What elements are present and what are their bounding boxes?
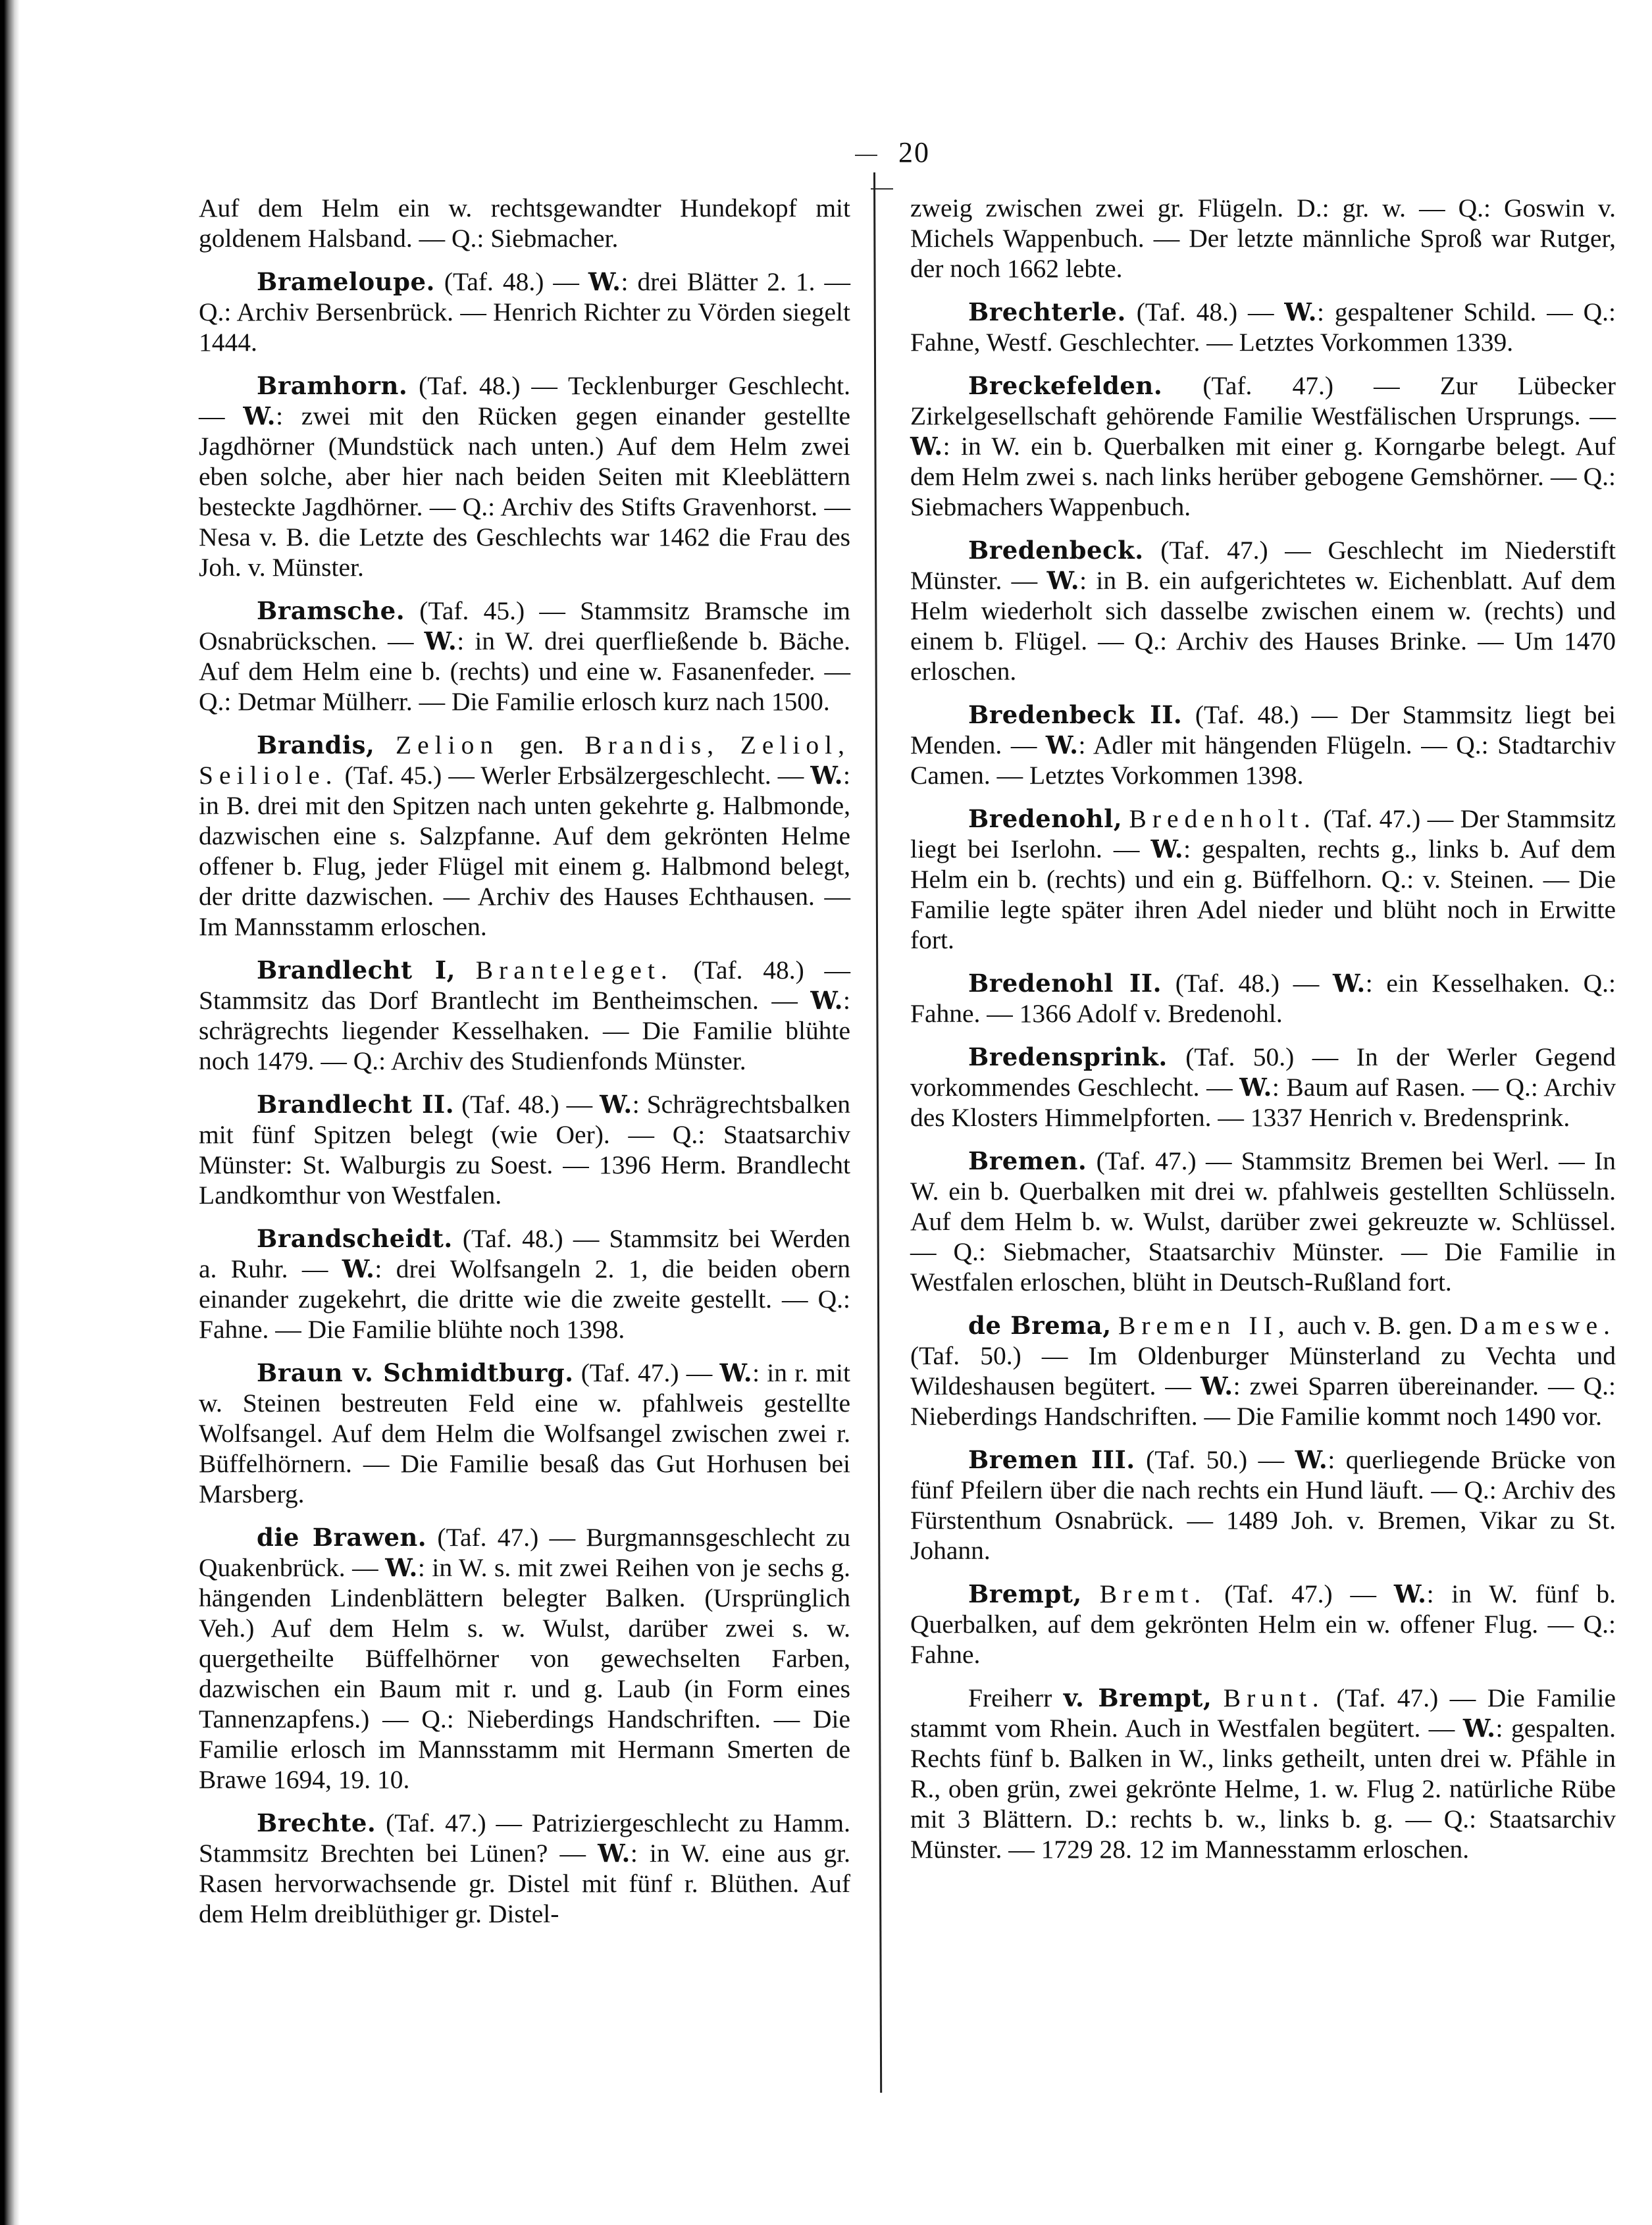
entry-text: (Taf. 47.) — Burgmannsgeschlecht zu Quakenbrück. —	[199, 1523, 850, 1582]
entry-text: : schrägrechts liegender Kesselhaken. — Die Familie blühte noch 1479. — Q.: Archiv des Studienfonds Münster.	[199, 986, 850, 1075]
entry-text: (Taf. 47.) — Patriziergeschlecht zu Hamm. Stammsitz Brechten bei Lünen? —	[199, 1808, 850, 1868]
entry-text: : in B. ein aufgerichtetes w. Eichenblatt. Auf dem Helm wiederholt sich dasselbe zwischen einem w. (rechts) und einem b. Flügel. — Q.: Archiv des Hauses Brinke. — Um 1470 erloschen.	[910, 566, 1616, 686]
entry-text	[1082, 1579, 1100, 1608]
dictionary-entry	[910, 1146, 1616, 1297]
spaced-name-variant: Seiliole.	[199, 761, 338, 790]
entry-text	[1212, 1683, 1224, 1712]
bold-term: Breckefelden.	[968, 371, 1163, 400]
entry-text	[1122, 804, 1129, 833]
entry-text: (Taf. 47.) —	[573, 1358, 720, 1387]
entry-text: : zwei mit den Rücken gegen einander gestellte Jagdhörner (Mundstück nach unten.) Auf dem Helm zwei eben solche, aber hier nach beiden Seiten mit Kleeblättern besteckte Jagdhörner. — Q.: Archiv des Stifts Gravenhorst. — Nesa v. B. die Letzte des Geschlechts war 1462 die Frau des Joh. v. Münster.	[199, 401, 851, 582]
entry-text: : Adler mit hängenden Flügeln. — Q.: Stadtarchiv Camen. — Letztes Vorkommen 1398.	[910, 730, 1616, 790]
bold-term: W.	[342, 1254, 375, 1283]
entry-text: (Taf. 47.) — Stammsitz Bremen bei Werl. — In W. ein b. Querbalken mit drei w. pfahlweis gestellten Schlüsseln. Auf dem Helm b. w. Wulst, darüber zwei gekreuzte w. Schlüssel. — Q.: Siebmacher, Staatsarchiv Münster. — Die Familie in Westfalen erloschen, blüht in Deutsch-Rußland fort.	[910, 1146, 1616, 1296]
spaced-name-variant: Branteleget.	[475, 956, 673, 985]
entry-text: (Taf. 47.) —	[1206, 1579, 1394, 1608]
entry-text	[719, 730, 740, 759]
column-divider	[873, 172, 882, 2093]
entry-text: : in W. drei querfließende b. Bäche. Auf dem Helm eine b. (rechts) und eine w. Fasanenfeder. — Q.: Detmar Mülherr. — Die Familie erlosch kurz nach 1500.	[199, 627, 850, 716]
bold-term: Bredenbeck.	[968, 536, 1144, 565]
spaced-name-variant: Dameswe.	[1459, 1311, 1616, 1340]
dictionary-entry	[199, 1089, 850, 1210]
spaced-name-variant: Zeliol,	[740, 730, 851, 759]
bold-term: W.	[1045, 730, 1079, 759]
entry-text: : in W. s. mit zwei Reihen von je sechs g. hängenden Lindenblättern belegter Balken. (Ursprünglich Veh.) Auf dem Helm s. w. Wulst, darüber zwei s. w. quergetheilte Büffelhörner von gewechselten Farben, dazwischen ein Baum mit r. und g. Laub (in Form eines Tannenzapfens.) — Q.: Nieberdings Handschriften. — Die Familie erlosch im Mannsstamm mit Hermann Smerten de Brawe 1694, 19. 10.	[199, 1553, 851, 1794]
bold-term: W.	[1462, 1714, 1496, 1743]
entry-text: : gespalten, rechts g., links b. Auf dem Helm ein b. (rechts) und ein g. Büffelhorn. Q.: v. Steinen. — Die Familie legte später ihren Adel nieder und blüht noch in Erwitte fort.	[910, 834, 1616, 954]
bold-term: W.	[1200, 1371, 1233, 1400]
entry-text: : drei Blätter 2. 1. — Q.: Archiv Bersenbrück. — Henrich Richter zu Vörden siegelt 1444.	[199, 267, 850, 357]
bold-term: Brameloupe.	[257, 267, 435, 296]
bold-term: Brechterle.	[968, 297, 1126, 326]
bold-term: die Brawen.	[257, 1523, 427, 1552]
page-number-dash-left	[855, 155, 877, 156]
dictionary-entry	[910, 804, 1616, 955]
bold-term: W.	[1284, 297, 1318, 326]
bold-term: Brandis,	[257, 730, 375, 759]
bold-term: W.	[600, 1090, 632, 1119]
dictionary-entry	[910, 700, 1616, 790]
bold-term: Brempt,	[968, 1579, 1082, 1608]
entry-text	[374, 730, 396, 759]
bold-term: Brandlecht II.	[257, 1090, 455, 1119]
entry-text: (Taf. 48.) — Der Stammsitz liegt bei Menden. —	[910, 700, 1616, 759]
right-column	[910, 193, 1616, 1878]
entry-text: (Taf. 47.) — Geschlecht im Niederstift Münster. —	[910, 536, 1616, 595]
bold-term: W.	[385, 1553, 418, 1582]
entry-text: (Taf. 48.) —	[1125, 297, 1285, 326]
entry-text: (Taf. 50.) —	[1135, 1445, 1295, 1474]
entry-text	[455, 956, 476, 985]
spaced-name-variant: Brunt.	[1223, 1683, 1325, 1712]
dictionary-entry	[199, 1522, 850, 1795]
entry-text: : Schrägrechtsbalken mit fünf Spitzen belegt (wie Oer). — Q.: Staatsarchiv Münster: St. Walburgis zu Soest. — 1396 Herm. Brandlecht Landkomthur von Westfalen.	[199, 1090, 850, 1210]
entry-text: (Taf. 47.) — Die Familie stammt vom Rhein. Auch in Westfalen begütert. —	[910, 1683, 1616, 1743]
bold-term: de Brema,	[968, 1311, 1112, 1340]
bold-term: Braun v. Schmidtburg.	[257, 1358, 574, 1387]
entry-text: (Taf. 47.) — Zur Lübecker Zirkelgesellschaft gehörende Familie Westfälischen Ursprungs. —	[910, 371, 1616, 430]
bold-term: W.	[598, 1839, 631, 1868]
dictionary-entry	[199, 371, 850, 582]
entry-text: (Taf. 48.) —	[454, 1090, 600, 1119]
entry-text: : in r. mit w. Steinen bestreuten Feld eine w. pfahlweis gestellte Wolfsangel. Auf dem Helm die Wolfsangel zwischen zwei r. Büffelhörnern. — Die Familie besaß das Gut Horhusen bei Marsberg.	[199, 1358, 850, 1508]
entry-text: : ein Kesselhaken. Q.: Fahne. — 1366 Adolf v. Bredenohl.	[910, 969, 1616, 1028]
bold-term: v. Brempt,	[1063, 1683, 1212, 1712]
bold-term: Brandlecht I,	[257, 956, 456, 985]
bold-term: Bredenohl,	[968, 804, 1123, 833]
dictionary-entry	[199, 1358, 850, 1509]
bold-term: Brechte.	[257, 1808, 376, 1837]
spaced-name-variant: Bredenholt.	[1129, 804, 1316, 833]
dictionary-entry	[910, 371, 1616, 522]
entry-text: (Taf. 45.) — Werler Erbsälzergeschlecht. —	[338, 761, 811, 790]
entry-text: : zwei Sparren übereinander. — Q.: Nieberdings Handschriften. — Die Familie kommt noch 1490 vor.	[910, 1371, 1616, 1431]
entry-text: : in W. ein b. Querbalken mit einer g. Korngarbe belegt. Auf dem Helm zwei s. nach links herüber gebogene Gemshörner. — Q.: Siebmachers Wappenbuch.	[910, 432, 1616, 521]
entry-text: : querliegende Brücke von fünf Pfeilern über die nach rechts ein Hund läuft. — Q.: Archiv des Fürstenthum Osnabrück. — 1489 Joh. v. Bremen, Vikar zu St. Johann.	[910, 1445, 1616, 1565]
entry-text: (Taf. 48.) — Stammsitz das Dorf Brantlecht im Bentheimschen. —	[199, 956, 850, 1015]
entry-text: (Taf. 47.) — Der Stammsitz liegt bei Iserlohn. —	[910, 804, 1616, 863]
scan-edge-shadow	[0, 0, 20, 2225]
entry-text	[1112, 1311, 1118, 1340]
entry-text: : in B. drei mit den Spitzen nach unten gekehrte g. Halbmonde, dazwischen eine s. Salzpfanne. Auf dem gekrönten Helme offener b. Flug, jeder Flügel mit einem g. Halbmond belegt, der dritte dazwischen. — Archiv des Hauses Echthausen. — Im Mannsstamm erloschen.	[199, 761, 850, 941]
dictionary-entry	[910, 1445, 1616, 1566]
entry-text: : in W. eine aus gr. Rasen hervorwachsende gr. Distel mit fünf r. Blüthen. Auf dem Helm dreiblüthiger gr. Distel-	[199, 1839, 850, 1928]
bold-term: W.	[243, 401, 276, 430]
bold-term: W.	[1239, 1073, 1272, 1102]
dictionary-entry	[199, 1223, 850, 1344]
entry-text: (Taf. 48.) — Tecklenburger Geschlecht. —	[199, 371, 850, 430]
entry-text: zweig zwischen zwei gr. Flügeln. D.: gr. w. — Q.: Goswin v. Michels Wappenbuch. — Der letzte männliche Sproß war Rutger, der noch 1662 lebte.	[910, 193, 1616, 283]
entry-text: (Taf. 45.) — Stammsitz Bramsche im Osnabrückschen. —	[199, 596, 850, 655]
spaced-name-variant: Brandis,	[584, 730, 720, 759]
dictionary-entry	[910, 1579, 1616, 1670]
entry-text: (Taf. 50.) — In der Werler Gegend vorkommendes Geschlecht. —	[910, 1042, 1616, 1102]
spaced-name-variant: Zelion	[395, 730, 500, 759]
entry-text: : Baum auf Rasen. — Q.: Archiv des Klosters Himmelpforten. — 1337 Henrich v. Bredensprink.	[910, 1073, 1616, 1132]
bold-term: W.	[1393, 1579, 1427, 1608]
entry-text: (Taf. 48.) — Stammsitz bei Werden a. Ruhr. —	[199, 1224, 850, 1283]
spaced-name-variant: Bremt.	[1099, 1579, 1207, 1608]
bold-term: Bramsche.	[257, 596, 405, 625]
bold-term: W.	[810, 986, 844, 1015]
dictionary-entry	[199, 267, 850, 357]
dictionary-entry	[199, 955, 850, 1076]
entry-text: : drei Wolfsangeln 2. 1, die beiden obern einander zugekehrt, die dritte wie die zweite gestellt. — Q.: Fahne. — Die Familie blühte noch 1398.	[199, 1254, 850, 1344]
bold-term: W.	[719, 1358, 753, 1387]
dictionary-entry	[199, 1808, 850, 1929]
dictionary-entry	[910, 297, 1616, 357]
dictionary-entry	[910, 1042, 1616, 1133]
entry-text: Freiherr	[968, 1683, 1064, 1712]
bold-term: W.	[424, 627, 457, 655]
entry-text: : in W. fünf b. Querbalken, auf dem gekrönten Helm ein w. offener Flug. — Q.: Fahne.	[910, 1579, 1616, 1669]
left-column	[199, 193, 850, 1942]
page-number-value: 20	[898, 136, 930, 168]
bold-term: Brandscheidt.	[257, 1224, 453, 1253]
entry-text: : gespalten. Rechts fünf b. Balken in W., links getheilt, unten drei w. Pfähle in R., oben grün, zwei gekrönte Helme, 1. w. Flug 2. natürliche Rübe mit 3 Blättern. D.: rechts b. w., links b. g. — Q.: Staatsarchiv Münster. — 1729 28. 12 im Mannesstamm erloschen.	[910, 1714, 1616, 1864]
bold-term: W.	[1333, 969, 1366, 998]
bold-term: Bremen III.	[968, 1445, 1135, 1474]
entry-continuation	[910, 193, 1616, 284]
bold-term: W.	[1295, 1445, 1328, 1474]
dictionary-entry	[910, 1310, 1616, 1431]
dictionary-entry	[910, 968, 1616, 1029]
dictionary-entry	[910, 535, 1616, 686]
bold-term: Bredensprink.	[968, 1042, 1168, 1071]
entry-text: (Taf. 50.) — Im Oldenburger Münsterland zu Vechta und Wildeshausen begütert. —	[910, 1341, 1616, 1400]
bold-term: Bramhorn.	[257, 371, 408, 400]
entry-text: (Taf. 48.) —	[434, 267, 588, 296]
dictionary-entry	[199, 596, 850, 717]
entry-text: auch v. B. gen.	[1290, 1311, 1460, 1340]
entry-text: : gespaltener Schild. — Q.: Fahne, Westf. Geschlechter. — Letztes Vorkommen 1339.	[910, 297, 1616, 357]
bold-term: W.	[810, 761, 844, 790]
bold-term: Bredenbeck II.	[968, 700, 1183, 729]
entry-text: (Taf. 48.) —	[1162, 969, 1333, 998]
bold-term: Bremen.	[968, 1146, 1087, 1175]
dictionary-entry	[199, 730, 850, 942]
bold-term: W.	[1150, 834, 1184, 863]
bold-term: W.	[910, 432, 943, 461]
bold-term: Bredenohl II.	[968, 969, 1162, 998]
bold-term: W.	[588, 267, 621, 296]
dictionary-entry	[910, 1683, 1616, 1864]
entry-continuation	[199, 193, 850, 253]
bold-term: W.	[1046, 566, 1080, 595]
entry-text: gen.	[499, 730, 585, 759]
spaced-name-variant: Bremen II,	[1118, 1311, 1291, 1340]
entry-text: Auf dem Helm ein w. rechtsgewandter Hundekopf mit goldenem Halsband. — Q.: Siebmacher.	[199, 193, 850, 253]
